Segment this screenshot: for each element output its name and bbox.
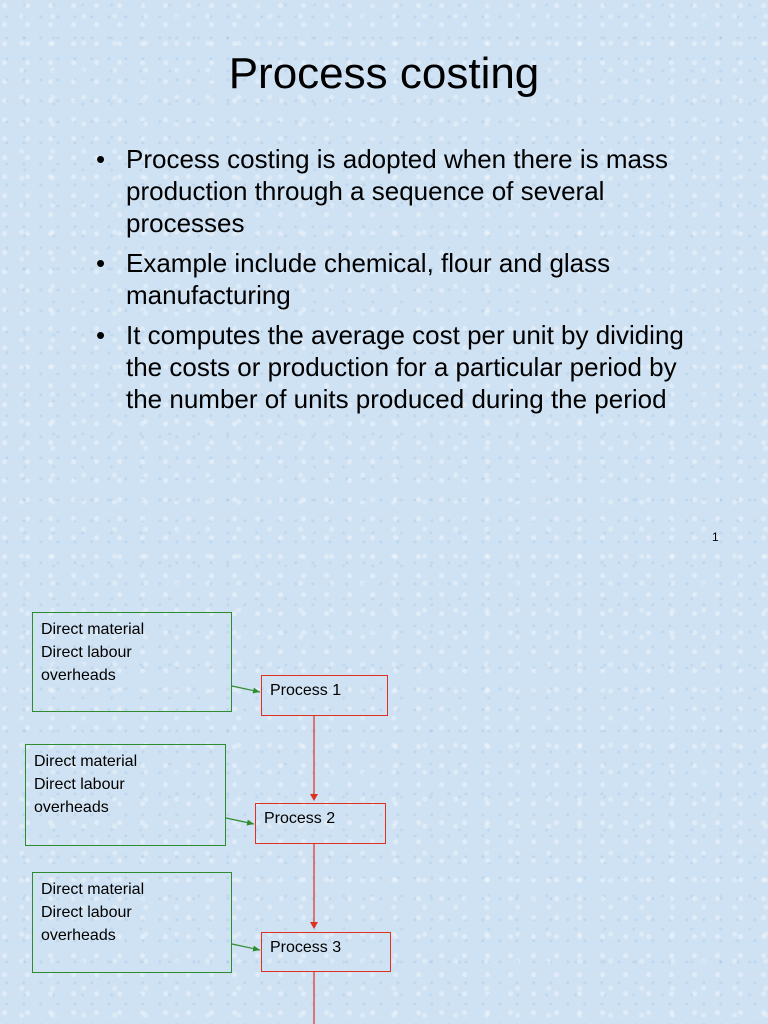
bullet-list: [96, 143, 716, 423]
input-line: Direct material: [41, 621, 145, 638]
bullet-dot: •: [96, 144, 106, 174]
process-box-3: [261, 932, 391, 972]
input-arrow-1: [232, 686, 260, 692]
bullet-dot: •: [96, 248, 106, 278]
input-arrow-3: [232, 944, 260, 950]
input-line: Direct labour: [34, 776, 125, 793]
input-box-2: [25, 744, 226, 846]
slide-number: 1: [712, 530, 719, 544]
input-line: Direct labour: [41, 644, 132, 661]
process-box-1: [261, 675, 388, 716]
process-label: Process 3: [270, 939, 342, 956]
flow-arrowhead-1-2: [310, 794, 318, 801]
input-box-3: [32, 872, 232, 973]
input-line: Direct material: [34, 753, 138, 770]
process-box-2: [255, 803, 386, 844]
input-line: Direct labour: [41, 904, 132, 921]
slide-2: [0, 560, 768, 1024]
flow-arrowhead-2-3: [310, 922, 318, 929]
input-line: overheads: [34, 799, 109, 816]
input-arrow-2: [226, 818, 254, 824]
bullet-item: [96, 247, 716, 311]
input-box-1: [32, 612, 232, 712]
input-line: overheads: [41, 927, 116, 944]
bullet-dot: •: [96, 320, 106, 350]
bullet-text: It computes the average cost per unit by dividing the costs or production for a particular period by the number of units produced during the period: [126, 320, 684, 414]
bullet-text: Example include chemical, flour and glass manufacturing: [126, 248, 611, 310]
slide-title: Process costing: [228, 49, 540, 98]
bullet-text: Process costing is adopted when there is mass production through a sequence of several processes: [126, 144, 668, 238]
input-line: Direct material: [41, 881, 145, 898]
process-label: Process 2: [264, 810, 336, 827]
bullet-item: [96, 143, 716, 239]
bullet-item: [96, 319, 716, 415]
input-line: overheads: [41, 667, 116, 684]
process-label: Process 1: [270, 682, 342, 699]
